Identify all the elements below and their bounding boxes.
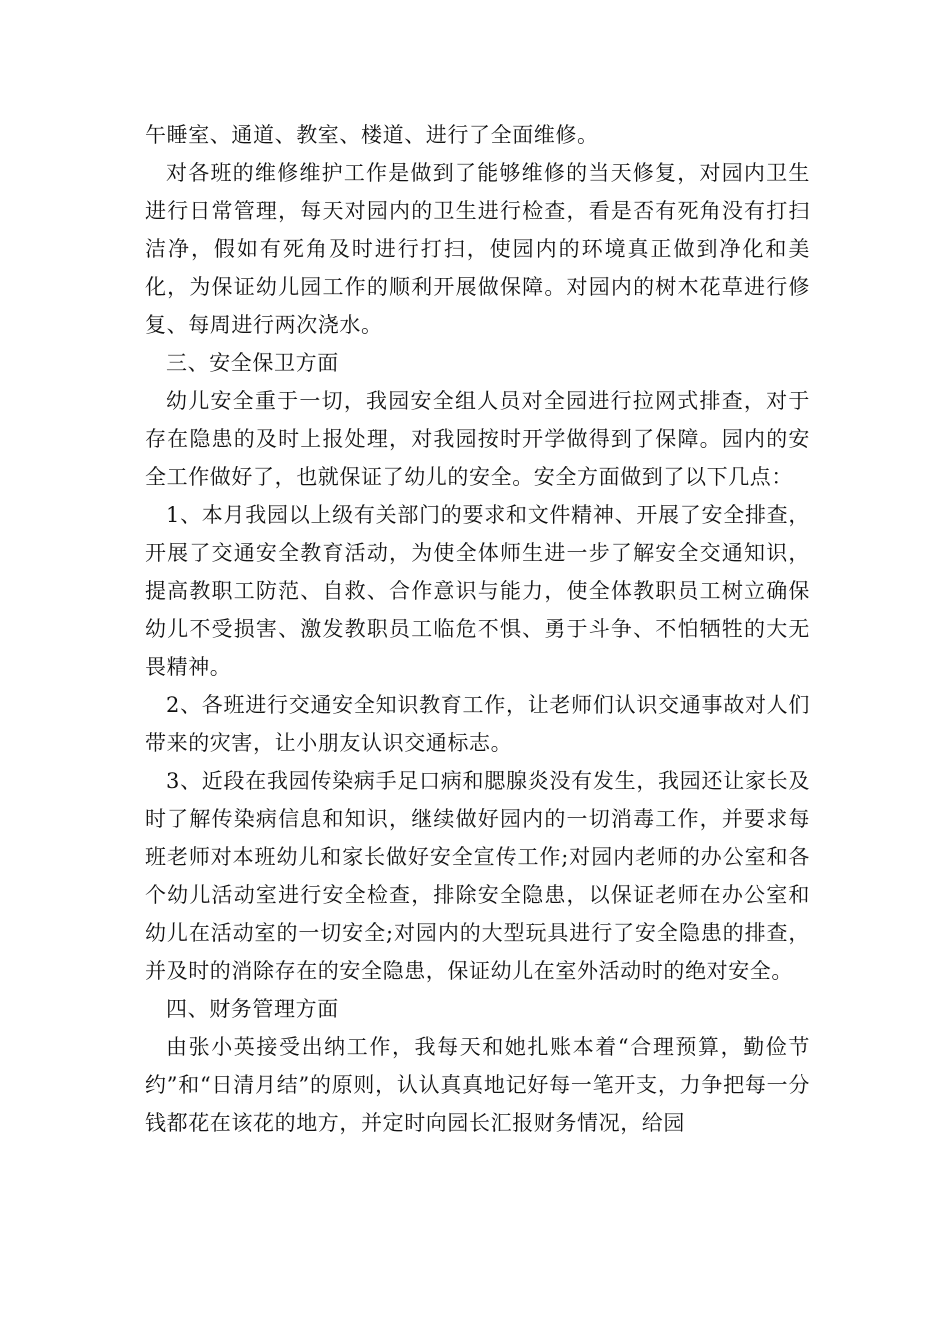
paragraph-finance: 由张小英接受出纳工作，我每天和她扎账本着“合理预算，勤俭节约”和“日清月结”的原则，认认真真地记好每一笔开支，力争把每一分钱都花在该花的地方，并定时向园长汇报财务情况，给园 [145, 1035, 810, 1135]
paragraph-continuation: 午睡室、通道、教室、楼道、进行了全面维修。 [145, 123, 599, 147]
list-item-3: 3、近段在我园传染病手足口病和腮腺炎没有发生，我园还让家长及时了解传染病信息和知识，继续做好园内的一切消毒工作，并要求每班老师对本班幼儿和家长做好安全宣传工作;对园内老师的办公室和各个幼儿活动室进行安全检查，排除安全隐患，以保证老师在办公室和幼儿在活动室的一切安全;对园内的大型玩具进行了安全隐患的排查，并及时的消除存在的安全隐患，保证幼儿在室外活动时的绝对安全。 [145, 769, 810, 983]
paragraph-security-intro: 幼儿安全重于一切，我园安全组人员对全园进行拉网式排查，对于存在隐患的及时上报处理，对我园按时开学做得到了保障。园内的安全工作做好了，也就保证了幼儿的安全。安全方面做到了以下几点： [145, 389, 810, 489]
section-heading-security: 三、安全保卫方面 [166, 351, 339, 375]
document-body [145, 116, 810, 1142]
list-item-2: 2、各班进行交通安全知识教育工作，让老师们认识交通事故对人们带来的灾害，让小朋友认识交通标志。 [145, 693, 810, 755]
list-item-1: 1、本月我园以上级有关部门的要求和文件精神、开展了安全排查，开展了交通安全教育活动，为使全体师生进一步了解安全交通知识，提高教职工防范、自救、合作意识与能力，使全体教职员工树立确保幼儿不受损害、激发教职员工临危不惧、勇于斗争、不怕牺牲的大无畏精神。 [145, 503, 810, 679]
section-heading-finance: 四、财务管理方面 [166, 997, 339, 1021]
paragraph-maintenance: 对各班的维修维护工作是做到了能够维修的当天修复，对园内卫生进行日常管理，每天对园内的卫生进行检查，看是否有死角没有打扫洁净，假如有死角及时进行打扫，使园内的环境真正做到净化和美化，为保证幼儿园工作的顺利开展做保障。对园内的树木花草进行修复、每周进行两次浇水。 [145, 161, 810, 337]
